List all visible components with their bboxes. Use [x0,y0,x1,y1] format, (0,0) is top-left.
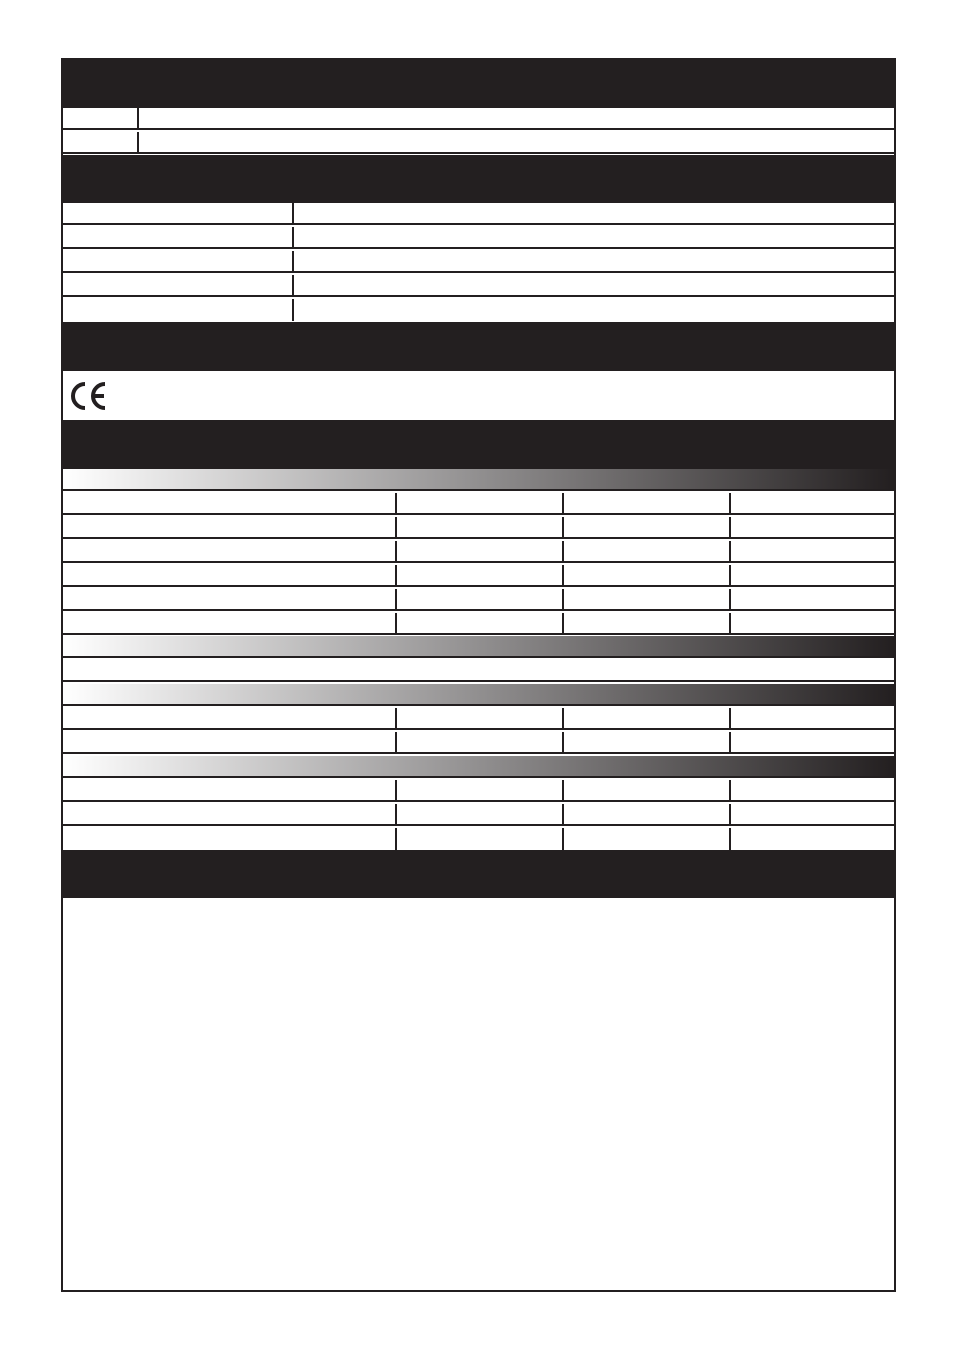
table-row [63,732,894,754]
table-cell [729,589,894,609]
table-row [63,660,894,682]
table-cell [562,541,729,561]
table-cell [395,517,562,537]
table-cell [729,541,894,561]
notes-area [63,898,894,1290]
table-cell [292,203,894,223]
table-cell [137,132,894,152]
table-row [63,108,894,130]
table-cell [292,251,894,271]
table-cell [729,804,894,824]
table-cell [395,828,562,850]
table-row [63,493,894,515]
table-row [63,227,894,249]
table-cell [395,613,562,633]
table-row [63,804,894,826]
table-cell [729,780,894,800]
table-cell [395,589,562,609]
table-cell [562,780,729,800]
table-cell [292,227,894,247]
ce-mark-icon [67,373,109,419]
section-header-2 [63,155,894,203]
table-cell [729,493,894,513]
table-cell [729,517,894,537]
subsection-bar-3 [63,684,894,706]
table-cell [137,108,894,128]
certification-row [63,371,894,420]
subsection-bar-2 [63,636,894,658]
table-cell [562,589,729,609]
table-cell [395,493,562,513]
table-cell [562,804,729,824]
table-row [63,708,894,730]
table-cell [395,565,562,585]
table-cell [395,541,562,561]
section-header-5 [63,850,894,898]
table-cell [729,828,894,850]
table-cell [562,732,729,752]
table-row [63,275,894,297]
table-row [63,203,894,225]
table-cell [729,732,894,752]
table-cell [292,275,894,295]
table-cell [292,299,894,321]
table-row [63,132,894,154]
table-row [63,517,894,539]
section-header-3 [63,322,894,371]
subsection-bar-4 [63,756,894,778]
table-cell [395,780,562,800]
table-cell [729,613,894,633]
table-cell [562,565,729,585]
table-row [63,299,894,321]
table-cell [562,613,729,633]
table-cell [395,708,562,728]
table-row [63,613,894,635]
table-cell [729,708,894,728]
section-header-1 [63,60,894,108]
table-row [63,780,894,802]
table-row [63,565,894,587]
table-cell [395,732,562,752]
table-cell [562,493,729,513]
table-row [63,541,894,563]
table-cell [729,565,894,585]
table-row [63,251,894,273]
table-cell [562,828,729,850]
subsection-bar-1 [63,469,894,491]
section-header-4 [63,420,894,469]
table-row [63,828,894,850]
data-sheet [61,58,896,1292]
table-row [63,589,894,611]
table-cell [562,517,729,537]
table-cell [562,708,729,728]
table-cell [395,804,562,824]
